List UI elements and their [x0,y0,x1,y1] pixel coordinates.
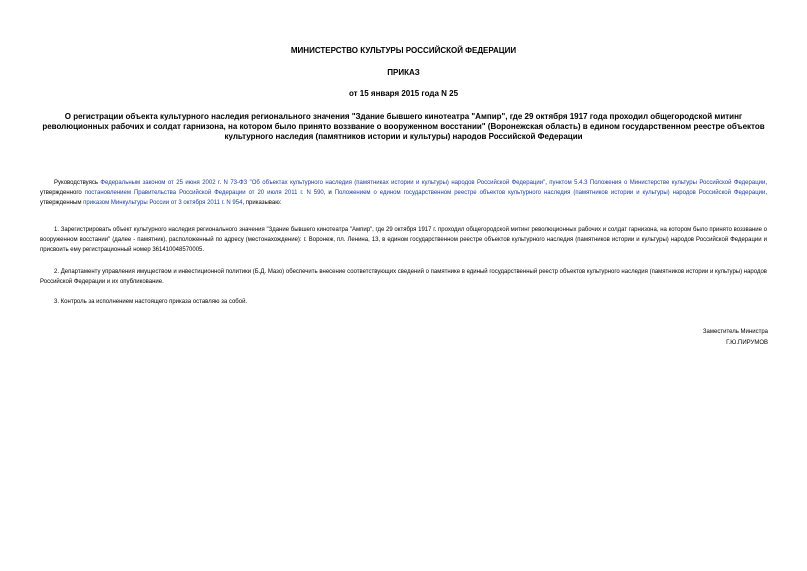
order-item-1: 1. Зарегистрировать объект культурного наследия регионального значения "Здание бывшего кинотеатра "Ампир", где 29 октября 1917 г. проходил общегородской митинг революционных рабочих и солдат гарнизона, на котором было принято воззвание о вооруженном восстании" (далее - памятник), расположенный по адресу (местонахождение): г. Воронеж, пл. Ленина, 13, в едином государственном реестре объектов культурного наследия (памятников истории и культуры) народов Российской Федерации и присвоить ему регистрационный номер 361410048570005. [40,227,767,253]
preamble-text: Руководствуясь [54,180,101,186]
preamble-paragraph [40,178,767,208]
signatory-name: Г.Ю.ПИРУМОВ [726,340,768,346]
ministry-name: МИНИСТЕРСТВО КУЛЬТУРЫ РОССИЙСКОЙ ФЕДЕРАЦИИ [290,46,517,55]
preamble-text: , утвержденным [40,190,768,206]
order-item-3: 3. Контроль за исполнением настоящего приказа оставляю за собой. [54,299,248,305]
document-subject-title: О регистрации объекта культурного наследия регионального значения "Здание бывшего кинотеатра "Ампир", где 29 октября 1917 года проходил общегородской митинг революционных рабочих и солдат гарнизона, на котором было принято воззвание о вооруженном восстании" (Воронежская область) в едином государственном реестре объектов культурного наследия (памятников истории и культуры) народов Российской Федерации [42,112,765,141]
federal-law-link[interactable]: Федеральным законом от 25 июня 2002 г. N 73-ФЗ "Об объектах культурного наследия (памятниках истории и культуры) народов Российской Федерации" [100,180,546,186]
preamble-text: , и [323,190,335,196]
preamble-text: , [545,180,550,186]
registry-regulation-link[interactable]: Положением о едином государственном реестре объектов культурного наследия (памятников истории и культуры) народов Российской Федерации [334,190,766,196]
signatory-title: Заместитель Министра [702,329,768,335]
preamble-text: , утвержденного [40,180,768,196]
government-decree-link[interactable]: постановлением Правительства Российской Федерации от 20 июля 2011 г. N 590 [84,190,324,196]
preamble-text: , приказываю: [242,200,282,206]
order-item-2: 2. Департаменту управления имуществом и инвестиционной политики (Б.Д. Мазо) обеспечить внесение соответствующих сведений о памятнике в единый государственный реестр объектов культурного наследия (памятников истории и культуры) народов Российской Федерации и их опубликование. [40,269,767,285]
document-date-number: от 15 января 2015 года N 25 [348,89,459,98]
document-type: ПРИКАЗ [387,68,420,77]
ministry-order-link[interactable]: приказом Минкультуры России от 3 октября 2011 г. N 954 [83,200,243,206]
ministry-regulation-link[interactable]: пунктом 5.4.3 Положения о Министерстве культуры Российской Федерации [549,180,766,186]
